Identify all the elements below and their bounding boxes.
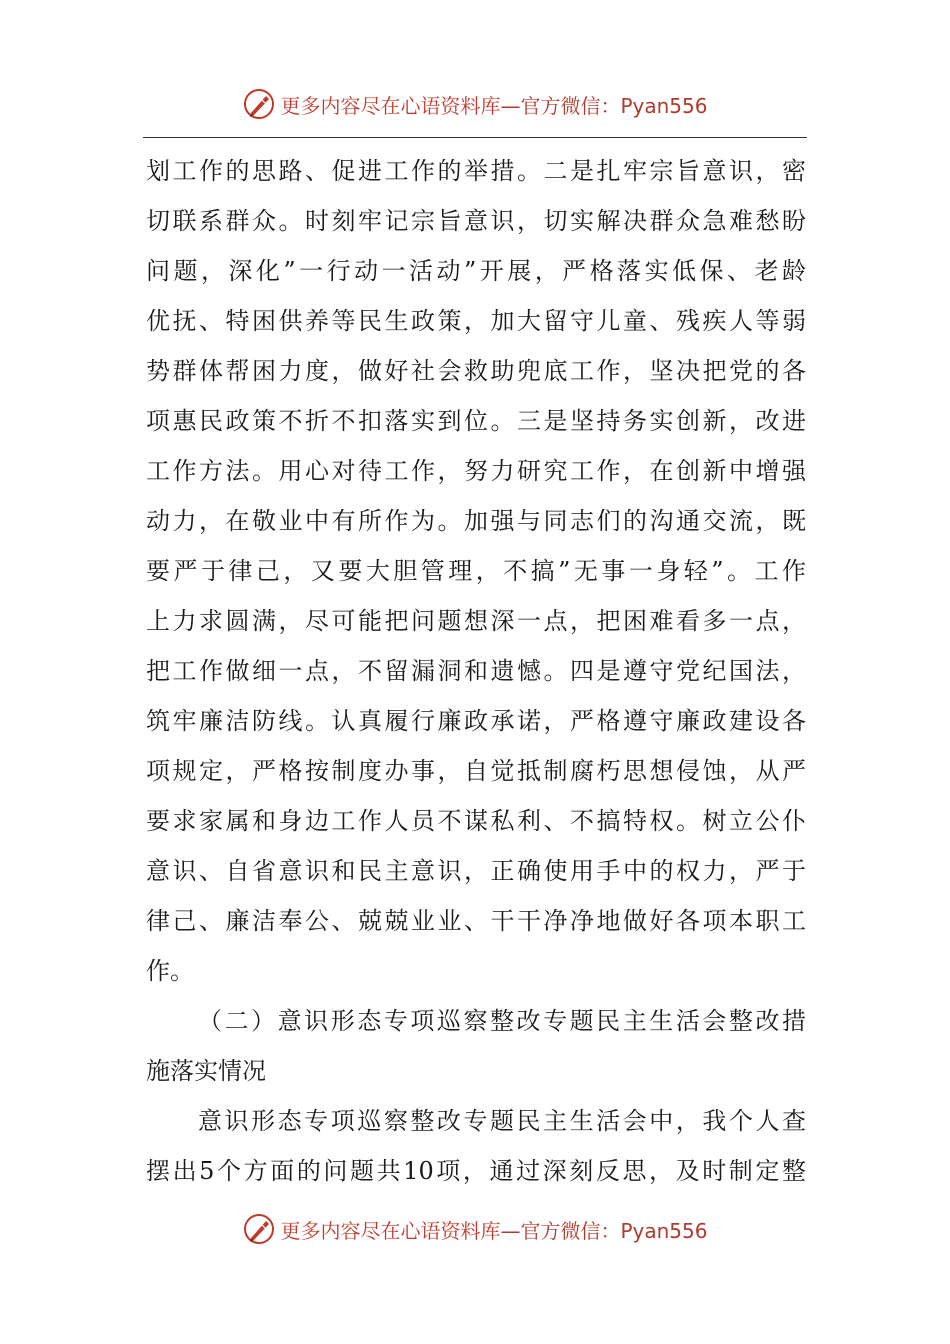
footer-brand-text: 更多内容尽在心语资料库 bbox=[280, 1218, 501, 1243]
text-line: 把工作做细一点，不留漏洞和遗憾。四是遵守党纪国法， bbox=[146, 657, 806, 685]
text-line: 势群体帮困力度，做好社会救助兜底工作，坚决把党的各 bbox=[146, 357, 806, 385]
header-divider bbox=[143, 137, 807, 138]
section-heading bbox=[146, 996, 806, 1096]
header-banner bbox=[0, 84, 950, 124]
text-line: 项惠民政策不折不扣落实到位。三是坚持务实创新，改进 bbox=[146, 407, 806, 435]
document-body bbox=[146, 146, 806, 1196]
paragraph-2 bbox=[146, 1096, 806, 1196]
paragraph-1 bbox=[146, 146, 806, 996]
text-line: 意识、自省意识和民主意识，正确使用手中的权力，严于 bbox=[146, 857, 806, 885]
text-line: 上力求圆满，尽可能把问题想深一点，把困难看多一点， bbox=[146, 607, 806, 635]
footer-banner bbox=[0, 1209, 950, 1249]
header-brand-text: 更多内容尽在心语资料库 bbox=[280, 93, 501, 118]
footer-contact-text: —官方微信：Pyan556 bbox=[500, 1218, 708, 1243]
text-line: 要严于律己，又要大胆管理，不搞”无事一身轻”。工作 bbox=[146, 557, 806, 585]
heading-line: （二）意识形态专项巡察整改专题民主生活会整改措 bbox=[198, 1007, 806, 1035]
pen-logo-icon bbox=[242, 87, 276, 121]
text-line: 摆出5个方面的问题共10项，通过深刻反思，及时制定整 bbox=[146, 1157, 806, 1185]
text-line: 问题，深化”一行动一活动”开展，严格落实低保、老龄 bbox=[146, 257, 806, 285]
text-line: 优抚、特困供养等民生政策，加大留守儿童、残疾人等弱 bbox=[146, 307, 806, 335]
text-line: 划工作的思路、促进工作的举措。二是扎牢宗旨意识，密 bbox=[146, 157, 806, 185]
text-line: 律己、廉洁奉公、兢兢业业、干干净净地做好各项本职工 bbox=[146, 907, 806, 935]
header-contact-text: —官方微信：Pyan556 bbox=[500, 93, 708, 118]
text-line: 工作方法。用心对待工作，努力研究工作，在创新中增强 bbox=[146, 457, 806, 485]
text-line: 筑牢廉洁防线。认真履行廉政承诺，严格遵守廉政建设各 bbox=[146, 707, 806, 735]
heading-line: 施落实情况 bbox=[146, 1057, 266, 1085]
text-line: 动力，在敬业中有所作为。加强与同志们的沟通交流，既 bbox=[146, 507, 806, 535]
text-line: 切联系群众。时刻牢记宗旨意识，切实解决群众急难愁盼 bbox=[146, 207, 806, 235]
text-line: 要求家属和身边工作人员不谋私利、不搞特权。树立公仆 bbox=[146, 807, 806, 835]
pen-logo-icon bbox=[242, 1212, 276, 1246]
text-line: 项规定，严格按制度办事，自觉抵制腐朽思想侵蚀，从严 bbox=[146, 757, 806, 785]
text-line: 意识形态专项巡察整改专题民主生活会中，我个人查 bbox=[198, 1107, 806, 1135]
text-line: 作。 bbox=[146, 957, 194, 985]
